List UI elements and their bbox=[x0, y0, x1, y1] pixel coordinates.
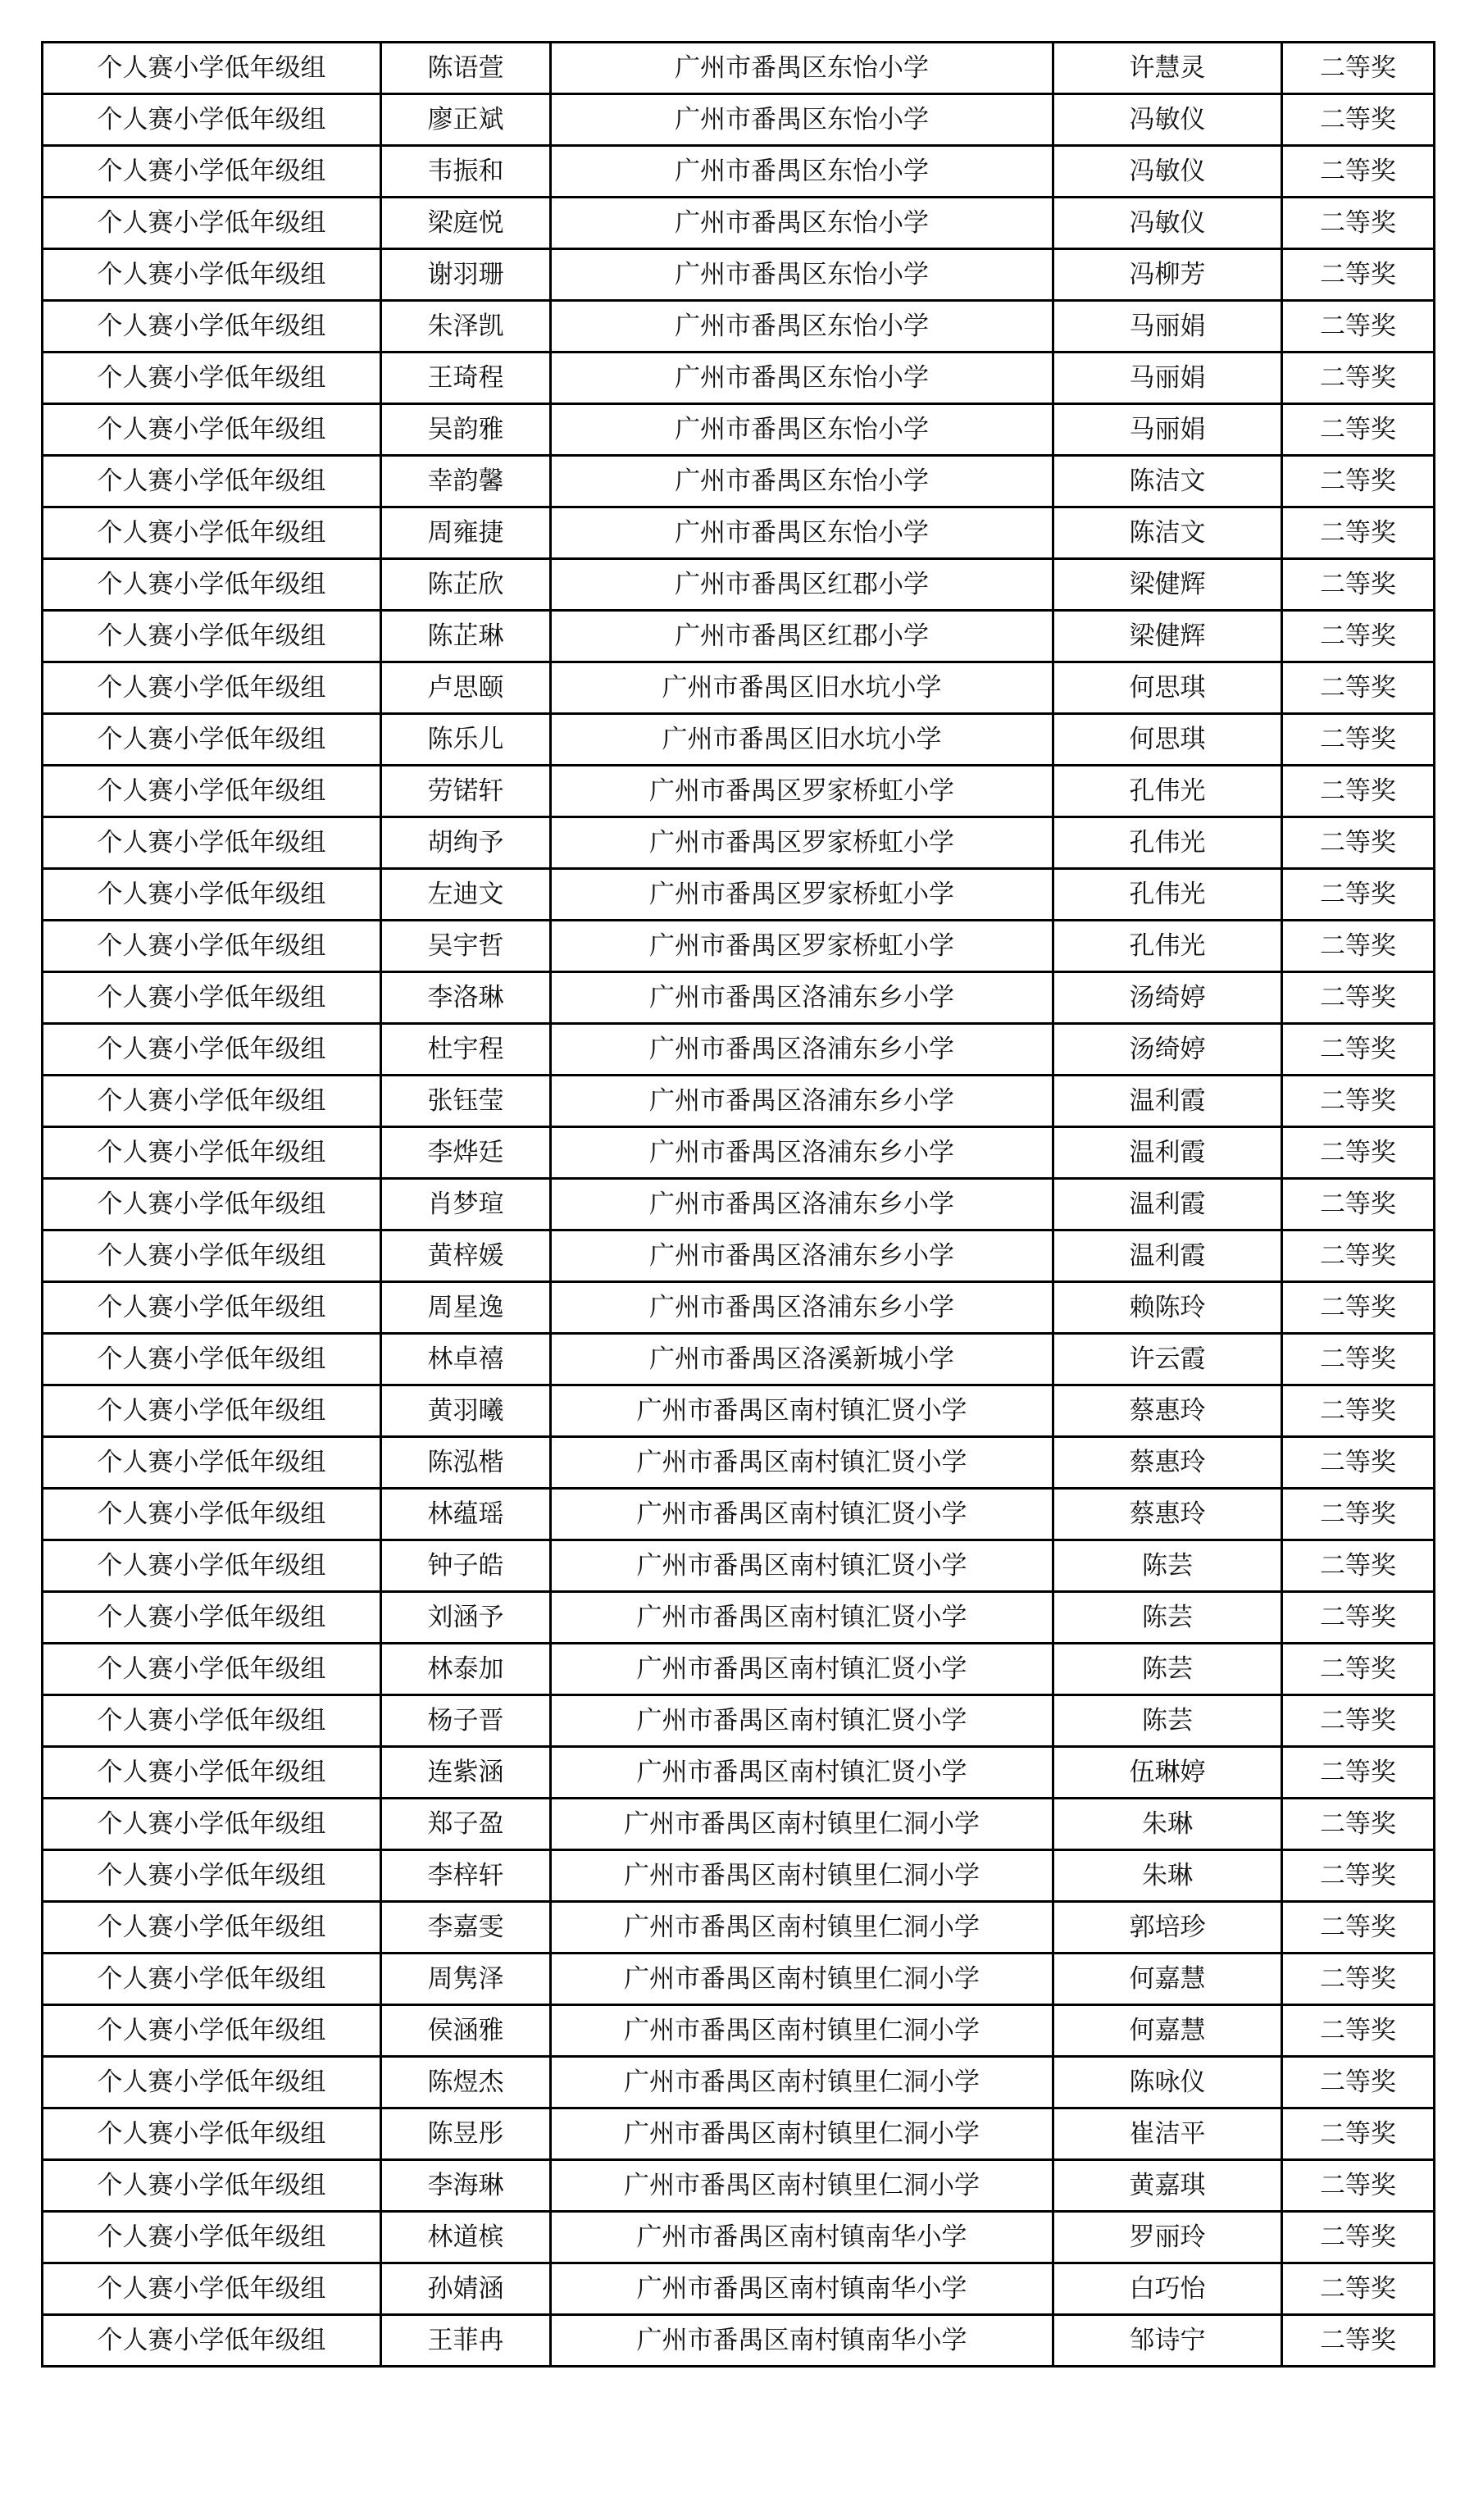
table-row bbox=[43, 507, 1435, 559]
school-cell: 广州市番禺区南村镇里仁洞小学 bbox=[551, 1799, 1053, 1850]
school-cell: 广州市番禺区洛溪新城小学 bbox=[551, 1334, 1053, 1385]
student-name-cell: 张钰莹 bbox=[381, 1076, 551, 1127]
table-row bbox=[43, 146, 1435, 198]
student-name-cell: 李洛琳 bbox=[381, 972, 551, 1024]
school-cell: 广州市番禺区洛浦东乡小学 bbox=[551, 1024, 1053, 1076]
student-name-cell: 吴韵雅 bbox=[381, 404, 551, 456]
student-name-cell: 幸韵馨 bbox=[381, 456, 551, 507]
table-row bbox=[43, 1024, 1435, 1076]
table-row bbox=[43, 1954, 1435, 2005]
teacher-cell: 何思琪 bbox=[1053, 714, 1282, 766]
table-row bbox=[43, 1799, 1435, 1850]
competition-group-cell: 个人赛小学低年级组 bbox=[43, 1799, 381, 1850]
competition-group-cell: 个人赛小学低年级组 bbox=[43, 1850, 381, 1902]
competition-group-cell: 个人赛小学低年级组 bbox=[43, 456, 381, 507]
student-name-cell: 连紫涵 bbox=[381, 1747, 551, 1799]
table-row bbox=[43, 198, 1435, 249]
award-cell: 二等奖 bbox=[1282, 766, 1435, 817]
award-cell: 二等奖 bbox=[1282, 2057, 1435, 2108]
student-name-cell: 胡绚予 bbox=[381, 817, 551, 869]
award-cell: 二等奖 bbox=[1282, 1644, 1435, 1695]
student-name-cell: 韦振和 bbox=[381, 146, 551, 198]
award-cell: 二等奖 bbox=[1282, 1179, 1435, 1230]
school-cell: 广州市番禺区东怡小学 bbox=[551, 94, 1053, 146]
school-cell: 广州市番禺区东怡小学 bbox=[551, 249, 1053, 301]
table-row bbox=[43, 43, 1435, 94]
table-row bbox=[43, 1179, 1435, 1230]
school-cell: 广州市番禺区东怡小学 bbox=[551, 301, 1053, 353]
competition-group-cell: 个人赛小学低年级组 bbox=[43, 972, 381, 1024]
teacher-cell: 陈洁文 bbox=[1053, 507, 1282, 559]
teacher-cell: 崔洁平 bbox=[1053, 2108, 1282, 2160]
competition-group-cell: 个人赛小学低年级组 bbox=[43, 869, 381, 921]
teacher-cell: 白巧怡 bbox=[1053, 2263, 1282, 2315]
award-cell: 二等奖 bbox=[1282, 249, 1435, 301]
competition-group-cell: 个人赛小学低年级组 bbox=[43, 1385, 381, 1437]
table-row bbox=[43, 869, 1435, 921]
competition-group-cell: 个人赛小学低年级组 bbox=[43, 301, 381, 353]
award-cell: 二等奖 bbox=[1282, 714, 1435, 766]
school-cell: 广州市番禺区东怡小学 bbox=[551, 456, 1053, 507]
competition-group-cell: 个人赛小学低年级组 bbox=[43, 353, 381, 404]
table-row bbox=[43, 1127, 1435, 1179]
teacher-cell: 孔伟光 bbox=[1053, 869, 1282, 921]
competition-group-cell: 个人赛小学低年级组 bbox=[43, 1334, 381, 1385]
student-name-cell: 黄羽曦 bbox=[381, 1385, 551, 1437]
student-name-cell: 左迪文 bbox=[381, 869, 551, 921]
school-cell: 广州市番禺区罗家桥虹小学 bbox=[551, 921, 1053, 972]
teacher-cell: 朱琳 bbox=[1053, 1799, 1282, 1850]
award-cell: 二等奖 bbox=[1282, 1540, 1435, 1592]
student-name-cell: 杨子晋 bbox=[381, 1695, 551, 1747]
award-cell: 二等奖 bbox=[1282, 1127, 1435, 1179]
teacher-cell: 何嘉慧 bbox=[1053, 1954, 1282, 2005]
school-cell: 广州市番禺区南村镇里仁洞小学 bbox=[551, 2005, 1053, 2057]
student-name-cell: 谢羽珊 bbox=[381, 249, 551, 301]
teacher-cell: 陈芸 bbox=[1053, 1644, 1282, 1695]
award-cell: 二等奖 bbox=[1282, 2005, 1435, 2057]
competition-group-cell: 个人赛小学低年级组 bbox=[43, 249, 381, 301]
school-cell: 广州市番禺区东怡小学 bbox=[551, 146, 1053, 198]
competition-group-cell: 个人赛小学低年级组 bbox=[43, 1902, 381, 1954]
table-row bbox=[43, 1489, 1435, 1540]
award-cell: 二等奖 bbox=[1282, 559, 1435, 611]
student-name-cell: 林卓禧 bbox=[381, 1334, 551, 1385]
table-row bbox=[43, 1334, 1435, 1385]
student-name-cell: 周隽泽 bbox=[381, 1954, 551, 2005]
student-name-cell: 刘涵予 bbox=[381, 1592, 551, 1644]
student-name-cell: 李烨廷 bbox=[381, 1127, 551, 1179]
competition-group-cell: 个人赛小学低年级组 bbox=[43, 559, 381, 611]
school-cell: 广州市番禺区南村镇南华小学 bbox=[551, 2315, 1053, 2367]
student-name-cell: 陈芷欣 bbox=[381, 559, 551, 611]
table-row bbox=[43, 94, 1435, 146]
teacher-cell: 马丽娟 bbox=[1053, 404, 1282, 456]
table-row bbox=[43, 1644, 1435, 1695]
teacher-cell: 朱琳 bbox=[1053, 1850, 1282, 1902]
student-name-cell: 孙婧涵 bbox=[381, 2263, 551, 2315]
student-name-cell: 陈泓楷 bbox=[381, 1437, 551, 1489]
award-cell: 二等奖 bbox=[1282, 456, 1435, 507]
table-row bbox=[43, 559, 1435, 611]
school-cell: 广州市番禺区红郡小学 bbox=[551, 611, 1053, 662]
school-cell: 广州市番禺区东怡小学 bbox=[551, 198, 1053, 249]
competition-group-cell: 个人赛小学低年级组 bbox=[43, 1644, 381, 1695]
school-cell: 广州市番禺区东怡小学 bbox=[551, 43, 1053, 94]
student-name-cell: 周雍捷 bbox=[381, 507, 551, 559]
school-cell: 广州市番禺区红郡小学 bbox=[551, 559, 1053, 611]
school-cell: 广州市番禺区南村镇里仁洞小学 bbox=[551, 1954, 1053, 2005]
teacher-cell: 冯敏仪 bbox=[1053, 198, 1282, 249]
teacher-cell: 温利霞 bbox=[1053, 1179, 1282, 1230]
award-cell: 二等奖 bbox=[1282, 921, 1435, 972]
school-cell: 广州市番禺区旧水坑小学 bbox=[551, 714, 1053, 766]
teacher-cell: 温利霞 bbox=[1053, 1230, 1282, 1282]
competition-group-cell: 个人赛小学低年级组 bbox=[43, 1282, 381, 1334]
teacher-cell: 马丽娟 bbox=[1053, 301, 1282, 353]
award-cell: 二等奖 bbox=[1282, 1902, 1435, 1954]
competition-group-cell: 个人赛小学低年级组 bbox=[43, 2108, 381, 2160]
competition-group-cell: 个人赛小学低年级组 bbox=[43, 662, 381, 714]
school-cell: 广州市番禺区南村镇汇贤小学 bbox=[551, 1540, 1053, 1592]
teacher-cell: 汤绮婷 bbox=[1053, 972, 1282, 1024]
table-row bbox=[43, 1695, 1435, 1747]
student-name-cell: 廖正斌 bbox=[381, 94, 551, 146]
competition-group-cell: 个人赛小学低年级组 bbox=[43, 1127, 381, 1179]
school-cell: 广州市番禺区南村镇南华小学 bbox=[551, 2212, 1053, 2263]
student-name-cell: 王琦程 bbox=[381, 353, 551, 404]
student-name-cell: 林泰加 bbox=[381, 1644, 551, 1695]
table-row bbox=[43, 2005, 1435, 2057]
table-row bbox=[43, 2057, 1435, 2108]
student-name-cell: 劳锘轩 bbox=[381, 766, 551, 817]
award-cell: 二等奖 bbox=[1282, 1076, 1435, 1127]
competition-group-cell: 个人赛小学低年级组 bbox=[43, 507, 381, 559]
award-cell: 二等奖 bbox=[1282, 146, 1435, 198]
school-cell: 广州市番禺区东怡小学 bbox=[551, 404, 1053, 456]
award-cell: 二等奖 bbox=[1282, 1230, 1435, 1282]
award-cell: 二等奖 bbox=[1282, 611, 1435, 662]
student-name-cell: 黄梓媛 bbox=[381, 1230, 551, 1282]
teacher-cell: 陈芸 bbox=[1053, 1540, 1282, 1592]
award-cell: 二等奖 bbox=[1282, 1954, 1435, 2005]
award-cell: 二等奖 bbox=[1282, 2108, 1435, 2160]
table-row bbox=[43, 1902, 1435, 1954]
table-row bbox=[43, 2212, 1435, 2263]
student-name-cell: 陈芷琳 bbox=[381, 611, 551, 662]
teacher-cell: 汤绮婷 bbox=[1053, 1024, 1282, 1076]
award-cell: 二等奖 bbox=[1282, 869, 1435, 921]
award-cell: 二等奖 bbox=[1282, 2160, 1435, 2212]
student-name-cell: 卢思颐 bbox=[381, 662, 551, 714]
award-table-body bbox=[43, 43, 1435, 2367]
competition-group-cell: 个人赛小学低年级组 bbox=[43, 1747, 381, 1799]
student-name-cell: 梁庭悦 bbox=[381, 198, 551, 249]
school-cell: 广州市番禺区南村镇汇贤小学 bbox=[551, 1695, 1053, 1747]
competition-group-cell: 个人赛小学低年级组 bbox=[43, 146, 381, 198]
teacher-cell: 孔伟光 bbox=[1053, 766, 1282, 817]
table-row bbox=[43, 1437, 1435, 1489]
teacher-cell: 陈咏仪 bbox=[1053, 2057, 1282, 2108]
table-row bbox=[43, 249, 1435, 301]
school-cell: 广州市番禺区南村镇汇贤小学 bbox=[551, 1592, 1053, 1644]
school-cell: 广州市番禺区南村镇汇贤小学 bbox=[551, 1437, 1053, 1489]
teacher-cell: 赖陈玲 bbox=[1053, 1282, 1282, 1334]
award-cell: 二等奖 bbox=[1282, 1799, 1435, 1850]
teacher-cell: 邹诗宁 bbox=[1053, 2315, 1282, 2367]
competition-group-cell: 个人赛小学低年级组 bbox=[43, 921, 381, 972]
award-cell: 二等奖 bbox=[1282, 817, 1435, 869]
competition-group-cell: 个人赛小学低年级组 bbox=[43, 1954, 381, 2005]
student-name-cell: 杜宇程 bbox=[381, 1024, 551, 1076]
competition-group-cell: 个人赛小学低年级组 bbox=[43, 1076, 381, 1127]
table-row bbox=[43, 1540, 1435, 1592]
award-cell: 二等奖 bbox=[1282, 1489, 1435, 1540]
teacher-cell: 何思琪 bbox=[1053, 662, 1282, 714]
table-row bbox=[43, 456, 1435, 507]
table-row bbox=[43, 2160, 1435, 2212]
award-cell: 二等奖 bbox=[1282, 1437, 1435, 1489]
competition-group-cell: 个人赛小学低年级组 bbox=[43, 766, 381, 817]
school-cell: 广州市番禺区罗家桥虹小学 bbox=[551, 869, 1053, 921]
student-name-cell: 侯涵雅 bbox=[381, 2005, 551, 2057]
competition-group-cell: 个人赛小学低年级组 bbox=[43, 817, 381, 869]
competition-group-cell: 个人赛小学低年级组 bbox=[43, 1230, 381, 1282]
table-row bbox=[43, 353, 1435, 404]
student-name-cell: 林道槟 bbox=[381, 2212, 551, 2263]
school-cell: 广州市番禺区南村镇里仁洞小学 bbox=[551, 2160, 1053, 2212]
teacher-cell: 蔡惠玲 bbox=[1053, 1437, 1282, 1489]
school-cell: 广州市番禺区东怡小学 bbox=[551, 353, 1053, 404]
student-name-cell: 肖梦瑄 bbox=[381, 1179, 551, 1230]
school-cell: 广州市番禺区东怡小学 bbox=[551, 507, 1053, 559]
school-cell: 广州市番禺区洛浦东乡小学 bbox=[551, 1230, 1053, 1282]
competition-group-cell: 个人赛小学低年级组 bbox=[43, 94, 381, 146]
school-cell: 广州市番禺区南村镇南华小学 bbox=[551, 2263, 1053, 2315]
teacher-cell: 梁健辉 bbox=[1053, 611, 1282, 662]
school-cell: 广州市番禺区南村镇里仁洞小学 bbox=[551, 2108, 1053, 2160]
table-row bbox=[43, 1850, 1435, 1902]
student-name-cell: 陈语萱 bbox=[381, 43, 551, 94]
school-cell: 广州市番禺区洛浦东乡小学 bbox=[551, 1179, 1053, 1230]
student-name-cell: 朱泽凯 bbox=[381, 301, 551, 353]
school-cell: 广州市番禺区南村镇汇贤小学 bbox=[551, 1644, 1053, 1695]
award-cell: 二等奖 bbox=[1282, 2263, 1435, 2315]
student-name-cell: 郑子盈 bbox=[381, 1799, 551, 1850]
award-cell: 二等奖 bbox=[1282, 1385, 1435, 1437]
teacher-cell: 陈洁文 bbox=[1053, 456, 1282, 507]
award-cell: 二等奖 bbox=[1282, 1850, 1435, 1902]
competition-group-cell: 个人赛小学低年级组 bbox=[43, 2315, 381, 2367]
teacher-cell: 伍琳婷 bbox=[1053, 1747, 1282, 1799]
competition-group-cell: 个人赛小学低年级组 bbox=[43, 2057, 381, 2108]
award-cell: 二等奖 bbox=[1282, 1695, 1435, 1747]
award-cell: 二等奖 bbox=[1282, 1282, 1435, 1334]
teacher-cell: 许慧灵 bbox=[1053, 43, 1282, 94]
teacher-cell: 蔡惠玲 bbox=[1053, 1489, 1282, 1540]
award-cell: 二等奖 bbox=[1282, 1592, 1435, 1644]
award-cell: 二等奖 bbox=[1282, 662, 1435, 714]
student-name-cell: 李海琳 bbox=[381, 2160, 551, 2212]
school-cell: 广州市番禺区洛浦东乡小学 bbox=[551, 1127, 1053, 1179]
competition-group-cell: 个人赛小学低年级组 bbox=[43, 1179, 381, 1230]
award-cell: 二等奖 bbox=[1282, 94, 1435, 146]
table-row bbox=[43, 662, 1435, 714]
award-cell: 二等奖 bbox=[1282, 972, 1435, 1024]
competition-group-cell: 个人赛小学低年级组 bbox=[43, 2263, 381, 2315]
teacher-cell: 郭培珍 bbox=[1053, 1902, 1282, 1954]
teacher-cell: 温利霞 bbox=[1053, 1127, 1282, 1179]
table-row bbox=[43, 1230, 1435, 1282]
competition-group-cell: 个人赛小学低年级组 bbox=[43, 1437, 381, 1489]
school-cell: 广州市番禺区洛浦东乡小学 bbox=[551, 1076, 1053, 1127]
award-cell: 二等奖 bbox=[1282, 198, 1435, 249]
award-cell: 二等奖 bbox=[1282, 353, 1435, 404]
table-row bbox=[43, 611, 1435, 662]
teacher-cell: 陈芸 bbox=[1053, 1592, 1282, 1644]
school-cell: 广州市番禺区罗家桥虹小学 bbox=[551, 817, 1053, 869]
teacher-cell: 孔伟光 bbox=[1053, 817, 1282, 869]
competition-group-cell: 个人赛小学低年级组 bbox=[43, 2212, 381, 2263]
competition-group-cell: 个人赛小学低年级组 bbox=[43, 2160, 381, 2212]
award-cell: 二等奖 bbox=[1282, 1334, 1435, 1385]
competition-group-cell: 个人赛小学低年级组 bbox=[43, 714, 381, 766]
teacher-cell: 冯敏仪 bbox=[1053, 146, 1282, 198]
school-cell: 广州市番禺区南村镇里仁洞小学 bbox=[551, 1850, 1053, 1902]
table-row bbox=[43, 1385, 1435, 1437]
table-row bbox=[43, 2315, 1435, 2367]
table-row bbox=[43, 766, 1435, 817]
teacher-cell: 黄嘉琪 bbox=[1053, 2160, 1282, 2212]
table-row bbox=[43, 714, 1435, 766]
student-name-cell: 钟子皓 bbox=[381, 1540, 551, 1592]
student-name-cell: 陈昱彤 bbox=[381, 2108, 551, 2160]
school-cell: 广州市番禺区洛浦东乡小学 bbox=[551, 972, 1053, 1024]
table-row bbox=[43, 1747, 1435, 1799]
competition-group-cell: 个人赛小学低年级组 bbox=[43, 404, 381, 456]
student-name-cell: 陈乐儿 bbox=[381, 714, 551, 766]
teacher-cell: 梁健辉 bbox=[1053, 559, 1282, 611]
teacher-cell: 蔡惠玲 bbox=[1053, 1385, 1282, 1437]
teacher-cell: 罗丽玲 bbox=[1053, 2212, 1282, 2263]
student-name-cell: 陈煜杰 bbox=[381, 2057, 551, 2108]
award-cell: 二等奖 bbox=[1282, 2212, 1435, 2263]
table-row bbox=[43, 1076, 1435, 1127]
table-row bbox=[43, 1592, 1435, 1644]
school-cell: 广州市番禺区旧水坑小学 bbox=[551, 662, 1053, 714]
award-cell: 二等奖 bbox=[1282, 1024, 1435, 1076]
teacher-cell: 冯柳芳 bbox=[1053, 249, 1282, 301]
student-name-cell: 吴宇哲 bbox=[381, 921, 551, 972]
award-table bbox=[41, 41, 1435, 2368]
school-cell: 广州市番禺区洛浦东乡小学 bbox=[551, 1282, 1053, 1334]
award-cell: 二等奖 bbox=[1282, 404, 1435, 456]
student-name-cell: 王菲冉 bbox=[381, 2315, 551, 2367]
award-cell: 二等奖 bbox=[1282, 507, 1435, 559]
competition-group-cell: 个人赛小学低年级组 bbox=[43, 1024, 381, 1076]
teacher-cell: 何嘉慧 bbox=[1053, 2005, 1282, 2057]
student-name-cell: 周星逸 bbox=[381, 1282, 551, 1334]
table-row bbox=[43, 301, 1435, 353]
teacher-cell: 冯敏仪 bbox=[1053, 94, 1282, 146]
school-cell: 广州市番禺区南村镇里仁洞小学 bbox=[551, 2057, 1053, 2108]
competition-group-cell: 个人赛小学低年级组 bbox=[43, 1540, 381, 1592]
student-name-cell: 李嘉雯 bbox=[381, 1902, 551, 1954]
award-cell: 二等奖 bbox=[1282, 43, 1435, 94]
teacher-cell: 孔伟光 bbox=[1053, 921, 1282, 972]
competition-group-cell: 个人赛小学低年级组 bbox=[43, 1489, 381, 1540]
table-row bbox=[43, 404, 1435, 456]
table-row bbox=[43, 921, 1435, 972]
school-cell: 广州市番禺区南村镇汇贤小学 bbox=[551, 1385, 1053, 1437]
school-cell: 广州市番禺区南村镇汇贤小学 bbox=[551, 1747, 1053, 1799]
competition-group-cell: 个人赛小学低年级组 bbox=[43, 611, 381, 662]
school-cell: 广州市番禺区罗家桥虹小学 bbox=[551, 766, 1053, 817]
teacher-cell: 陈芸 bbox=[1053, 1695, 1282, 1747]
competition-group-cell: 个人赛小学低年级组 bbox=[43, 198, 381, 249]
table-row bbox=[43, 972, 1435, 1024]
school-cell: 广州市番禺区南村镇里仁洞小学 bbox=[551, 1902, 1053, 1954]
student-name-cell: 李梓轩 bbox=[381, 1850, 551, 1902]
competition-group-cell: 个人赛小学低年级组 bbox=[43, 1592, 381, 1644]
competition-group-cell: 个人赛小学低年级组 bbox=[43, 43, 381, 94]
student-name-cell: 林蕴瑶 bbox=[381, 1489, 551, 1540]
table-row bbox=[43, 817, 1435, 869]
award-cell: 二等奖 bbox=[1282, 1747, 1435, 1799]
school-cell: 广州市番禺区南村镇汇贤小学 bbox=[551, 1489, 1053, 1540]
competition-group-cell: 个人赛小学低年级组 bbox=[43, 1695, 381, 1747]
teacher-cell: 温利霞 bbox=[1053, 1076, 1282, 1127]
table-row bbox=[43, 2108, 1435, 2160]
table-row bbox=[43, 1282, 1435, 1334]
award-cell: 二等奖 bbox=[1282, 301, 1435, 353]
teacher-cell: 马丽娟 bbox=[1053, 353, 1282, 404]
teacher-cell: 许云霞 bbox=[1053, 1334, 1282, 1385]
table-row bbox=[43, 2263, 1435, 2315]
competition-group-cell: 个人赛小学低年级组 bbox=[43, 2005, 381, 2057]
award-cell: 二等奖 bbox=[1282, 2315, 1435, 2367]
